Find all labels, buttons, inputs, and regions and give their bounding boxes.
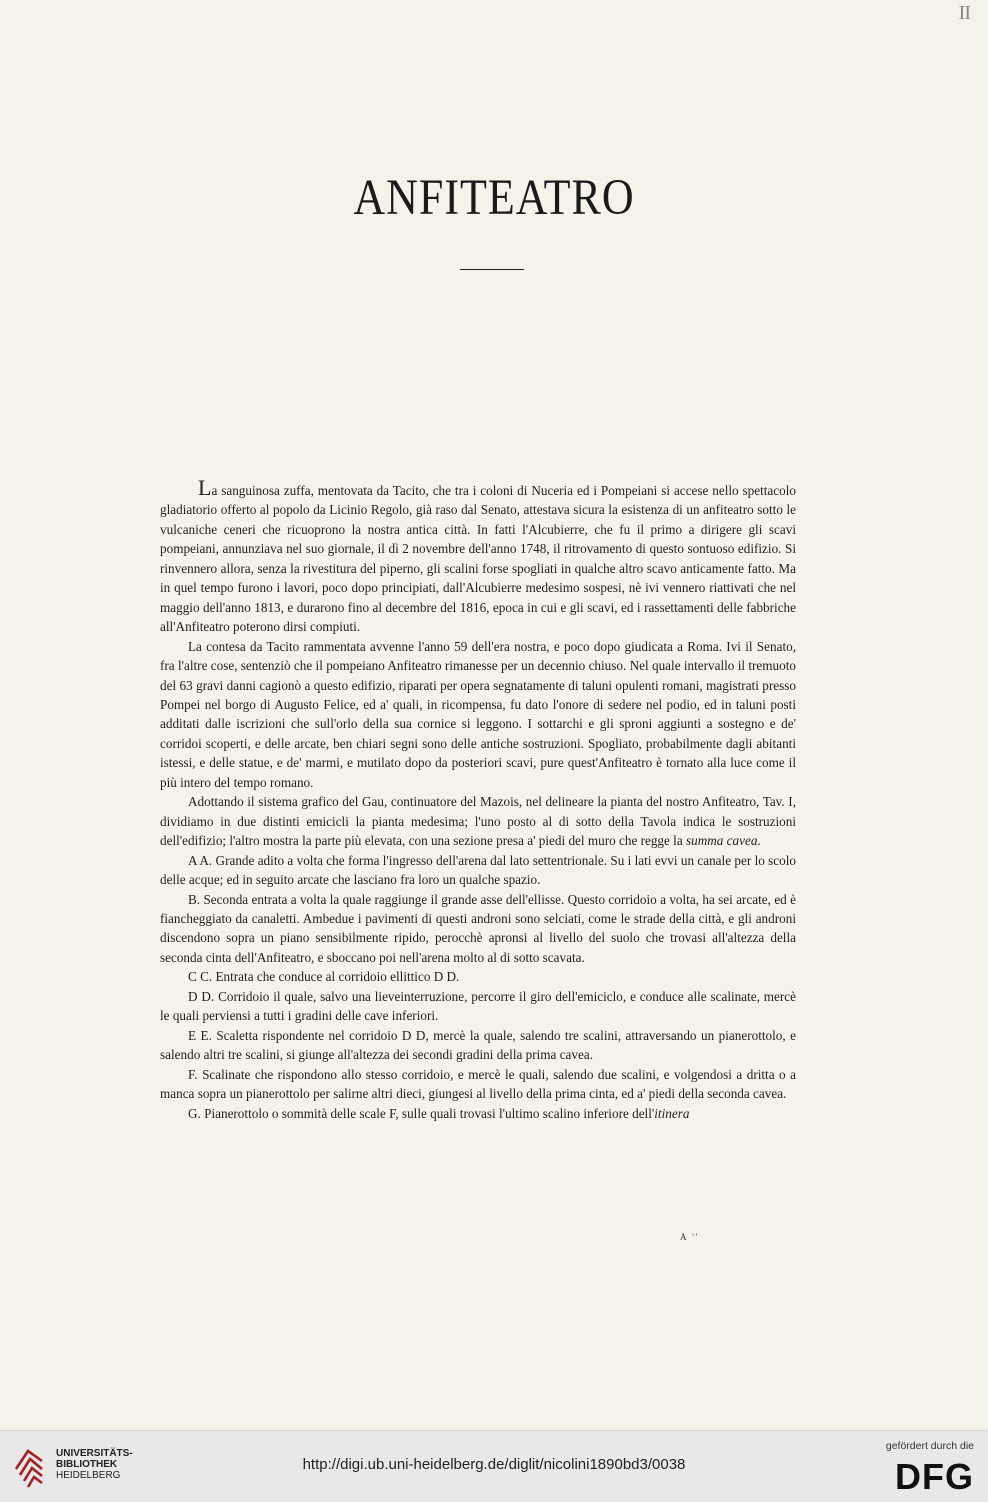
viewer-footer [0, 1430, 988, 1502]
dfg-logo: DFG [895, 1456, 974, 1497]
title-rule [460, 269, 524, 270]
emphasis: itinera [654, 1105, 690, 1121]
drop-cap: L [198, 475, 212, 500]
paragraph-7: D D. Corridoio il quale, salvo una lieveinterruzione, percorre il giro dell'emiciclo, e conduce alle scalinate, mercè le quali perviensi a tutti i gradini delle cave inferiori. [160, 988, 796, 1024]
paragraph-4: A A. Grande adito a volta che forma l'ingresso dell'arena dal lato settentrionale. Su i lati evvi un canale per lo scolo delle acque; ed in seguito arcate che lasciano fra loro un qualche spazio. [160, 852, 796, 888]
paragraph-3: Adottando il sistema grafico del Gau, continuatore del Mazois, nel delineare la pianta del nostro Anfiteatro, Tav. I, dividiamo in due distinti emicicli la pianta medesima; l'uno posto al di sotto della Tavola indica le sostruzioni dell'edifizio; l'altro mostra la parte più elevata, con una sezione presa a' piedi del muro che regge la summa cavea. [160, 794, 796, 849]
paragraph-6: C C. Entrata che conduce al corridoio ellittico D D. [188, 969, 460, 985]
page-title: ANFITEATRO [353, 169, 635, 226]
signature-mark: A '' [680, 1232, 700, 1242]
paragraph-8: E E. Scaletta rispondente nel corridoio D D, mercè la quale, salendo tre scalini, attraversando un pianerottolo, e salendo altri tre scalini, si giunge all'altezza dei secondi gradini della prima cavea. [160, 1027, 796, 1063]
body-text [160, 475, 796, 1123]
institution-name: UNIVERSITÄTS- BIBLIOTHEK HEIDELBERG [56, 1448, 133, 1481]
paragraph-10: G. Pianerottolo o sommità delle scale F, sulle quali trovasi l'ultimo scalino inferiore dell'itinera [188, 1105, 690, 1121]
paragraph-2: La contesa da Tacito rammentata avvenne l'anno 59 dell'era nostra, e poco dopo giudicata a Roma. Ivi il Senato, fra l'altre cose, sentenziò che il pompeiano Anfiteatro rimanesse per un decennio chiuso. Nel quale intervallo il tremuoto del 63 gravi danni cagionò a questo edifizio, riparati per opera segnatamente di taluni opulenti romani, magistrati presso Pompei nel borgo di Augusto Felice, ed a' quali, in ricompensa, fu dato l'onore di sedere nel podio, ed in taluni posti additati dalle iscrizioni che sull'orlo della sua cornice si leggono. I sottarchi e gli sproni aggiunti a sostegno e de' corridoi scoperti, e delle arcate, ben chiari segni sono delle antiche sostruzioni. Spogliato, probabilmente dagli abitanti istessi, e delle statue, e de' marmi, e mutilato dopo da posteriori scavi, pure quest'Anfiteatro è tornato alla luce come il più intero del tempo romano. [160, 638, 796, 790]
paragraph-9: F. Scalinate che rispondono allo stesso corridoio, e mercè le quali, salendo due scalini, e volgendosi a dritta o a manca sopra un pianerottolo per salirne altri dieci, giungesi al livello della prima cinta, ed a' piedi della seconda cavea. [160, 1066, 796, 1102]
page-number-mark: II [958, 2, 970, 24]
permalink-url[interactable]: http://digi.ub.uni-heidelberg.de/diglit/nicolini1890bd3/0038 [302, 1456, 686, 1473]
paragraph-5: B. Seconda entrata a volta la quale raggiunge il grande asse dell'ellisse. Questo corridoio a volta, ha sei arcate, ed è fiancheggiato da canaletti. Ambedue i pavimenti di questi androni sono selciati, come le strade della città, e gli androni discendono sopra un piano sensibilmente ripido, perocchè apronsi al livello del suolo che trovasi all'altezza della seconda cinta dell'Anfiteatro, e sboccano poi nell'arena molto al di sotto scavata. [160, 891, 796, 965]
emphasis: summa cavea [686, 833, 758, 849]
paragraph-1: La sanguinosa zuffa, mentovata da Tacito, che tra i coloni di Nuceria ed i Pompeiani si accese nello spettacolo gladiatorio offerto al popolo da Licinio Regolo, già raso dal Senato, attestava sicura la esistenza di un anfiteatro sotto le vulcaniche ceneri che ricuoprono la nostra antica città. In fatti l'Alcubierre, che fu il primo a dirigere gli scavi pompeiani, annunziava nel suo giornale, il dì 2 novembre dell'anno 1748, il ritrovamento di questo sontuoso edifizio. Si rinvennero allora, senza la rivestitura del piperno, gli scalini forse spogliati in qualche altro scavo anticamente fatto. Ma in quel tempo furono i lavori, poco dopo principiati, dall'Alcubierre medesimo sospesi, nè ivi vennero riattivati che nel maggio dell'anno 1813, e durarono fino al decembre del 1816, epoca in cui e gli scavi, ed i rassettamenti delle fabbriche all'Anfiteatro poterono dirsi compiuti. [160, 475, 796, 635]
funded-by-label: gefördert durch die [885, 1440, 974, 1452]
